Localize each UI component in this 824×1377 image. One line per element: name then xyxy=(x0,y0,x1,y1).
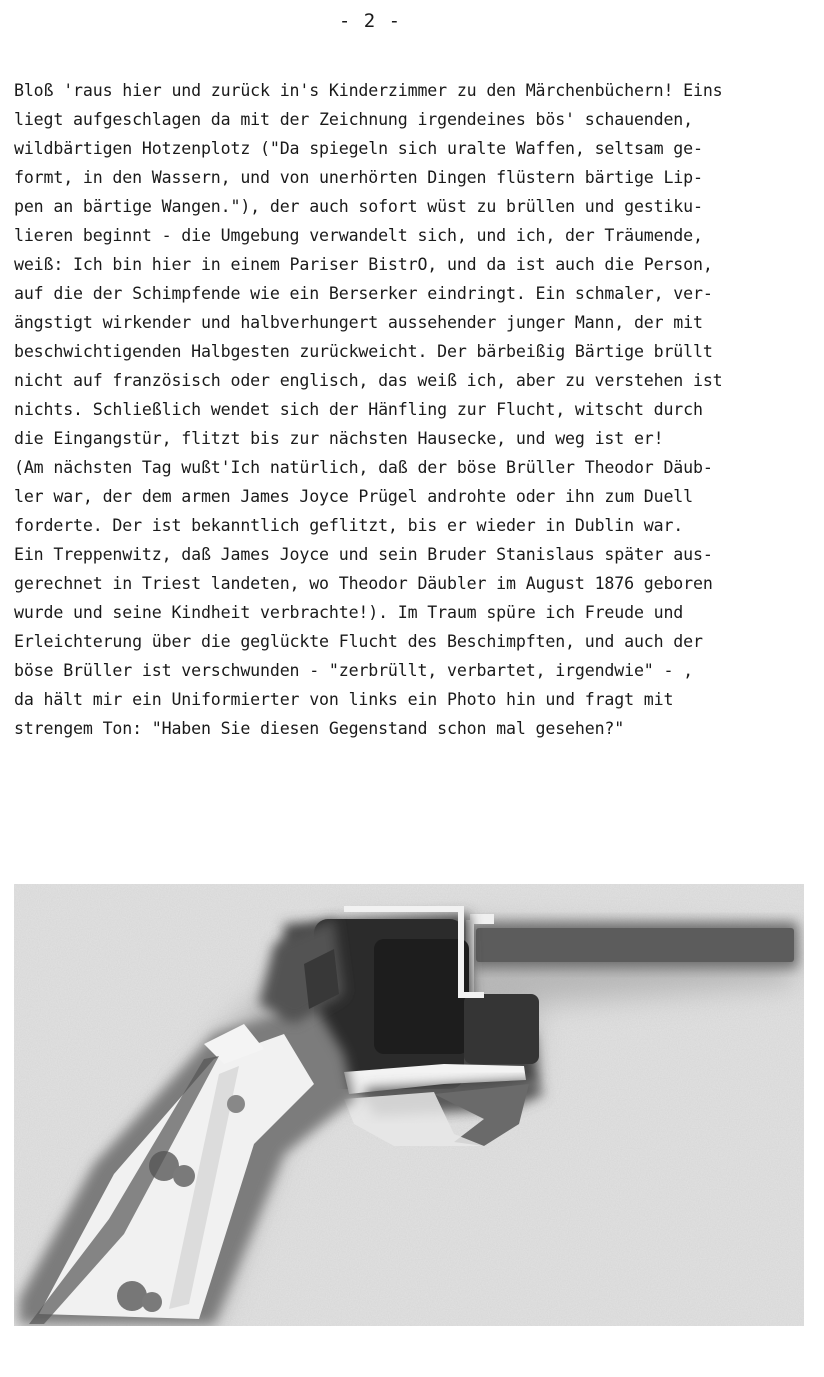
text-line: beschwichtigenden Halbgesten zurückweicht. Der bärbeißig Bärtige brüllt xyxy=(14,342,713,361)
text-line: Bloß 'raus hier und zurück in's Kinderzimmer zu den Märchenbüchern! Eins xyxy=(14,81,723,100)
text-line: Erleichterung über die geglückte Flucht des Beschimpften, und auch der xyxy=(14,632,703,651)
revolver-xray-image xyxy=(14,884,804,1326)
text-line: nichts. Schließlich wendet sich der Hänfling zur Flucht, witscht durch xyxy=(14,400,703,419)
text-line: weiß: Ich bin hier in einem Pariser BistrO, und da ist auch die Person, xyxy=(14,255,713,274)
revolver-photo xyxy=(14,884,804,1326)
text-line: pen an bärtige Wangen."), der auch sofort wüst zu brüllen und gestiku- xyxy=(14,197,703,216)
text-line: liegt aufgeschlagen da mit der Zeichnung irgendeines bös' schauenden, xyxy=(14,110,693,129)
text-line: wurde und seine Kindheit verbrachte!). Im Traum spüre ich Freude und xyxy=(14,603,684,622)
text-line: strengem Ton: "Haben Sie diesen Gegenstand schon mal gesehen?" xyxy=(14,719,625,738)
text-line: da hält mir ein Uniformierter von links ein Photo hin und fragt mit xyxy=(14,690,674,709)
text-line: lieren beginnt - die Umgebung verwandelt sich, und ich, der Träumende, xyxy=(14,226,703,245)
page-number: - 2 - xyxy=(338,10,402,32)
text-line: formt, in den Wassern, und von unerhörten Dingen flüstern bärtige Lip- xyxy=(14,168,703,187)
text-line: böse Brüller ist verschwunden - "zerbrüllt, verbartet, irgendwie" - , xyxy=(14,661,693,680)
text-line: ler war, der dem armen James Joyce Prügel androhte oder ihn zum Duell xyxy=(14,487,693,506)
text-line: nicht auf französisch oder englisch, das weiß ich, aber zu verstehen ist xyxy=(14,371,723,390)
text-line: (Am nächsten Tag wußt'Ich natürlich, daß der böse Brüller Theodor Däub- xyxy=(14,458,713,477)
text-line: Ein Treppenwitz, daß James Joyce und sein Bruder Stanislaus später aus- xyxy=(14,545,713,564)
body-text xyxy=(14,76,824,743)
text-line: die Eingangstür, flitzt bis zur nächsten Hausecke, und weg ist er! xyxy=(14,429,664,448)
text-line: wildbärtigen Hotzenplotz ("Da spiegeln sich uralte Waffen, seltsam ge- xyxy=(14,139,703,158)
text-line: gerechnet in Triest landeten, wo Theodor Däubler im August 1876 geboren xyxy=(14,574,713,593)
text-line: forderte. Der ist bekanntlich geflitzt, bis er wieder in Dublin war. xyxy=(14,516,684,535)
text-line: auf die der Schimpfende wie ein Berserker eindringt. Ein schmaler, ver- xyxy=(14,284,713,303)
text-line: ängstigt wirkender und halbverhungert aussehender junger Mann, der mit xyxy=(14,313,703,332)
